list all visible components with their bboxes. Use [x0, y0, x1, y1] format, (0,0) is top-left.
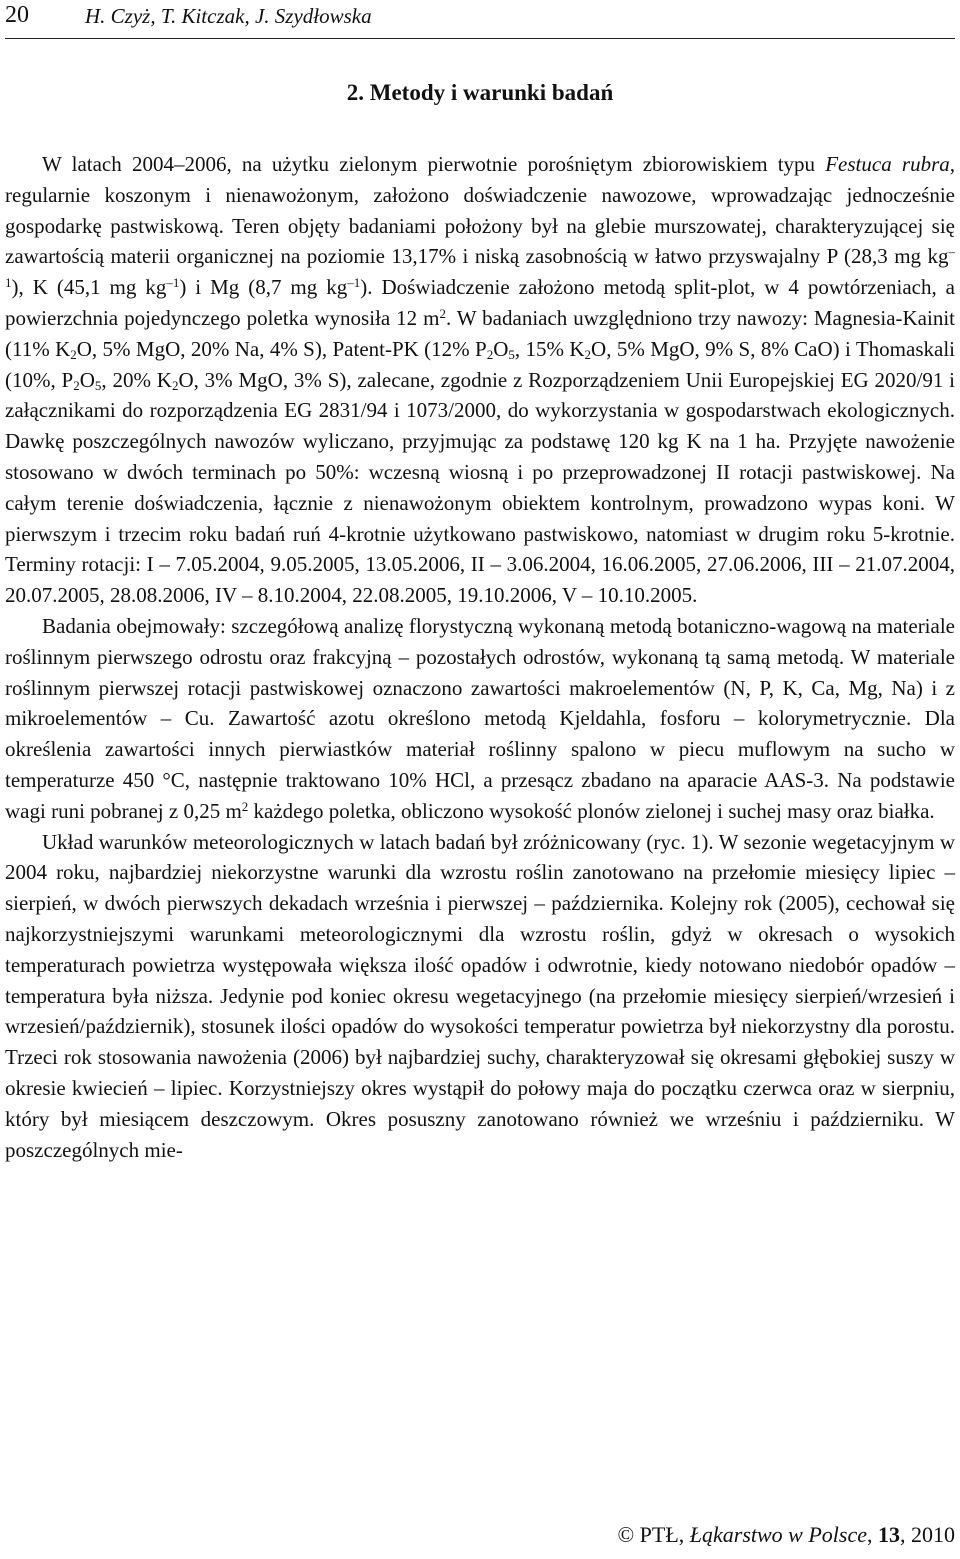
text-run: ), K (45,1 mg kg: [11, 275, 167, 300]
page-number: 20: [5, 2, 29, 28]
subscript: 2: [73, 377, 80, 393]
text-run: O: [493, 336, 509, 361]
page-footer: [617, 1522, 955, 1548]
subscript: 5: [508, 346, 515, 362]
text-run: O, 5% MgO, 9% S, 8% CaO) i Thomaskali (10%, P: [5, 336, 956, 392]
text-run: O: [79, 367, 95, 392]
journal-volume: 13: [878, 1522, 900, 1547]
species-name: Festuca rubra,: [825, 152, 955, 176]
text-run: każdego poletka, obliczono wysokość plonów zielonej i suchej masy oraz białka.: [248, 798, 935, 823]
text-run: , 15% K: [514, 336, 585, 361]
body-text: [5, 149, 955, 1165]
journal-name: Łąkarstwo w Polsce: [689, 1522, 867, 1547]
subscript: 2: [70, 346, 77, 362]
superscript: –1: [347, 275, 361, 291]
text-run: , 20% K: [101, 367, 172, 392]
paragraph-3: [5, 827, 955, 1166]
journal-year: , 2010: [900, 1522, 955, 1547]
subscript: 2: [171, 377, 179, 393]
text-run: . W badaniach uwzględniono trzy nawozy: Magnesia-Kainit (11% K: [5, 305, 955, 361]
superscript: –1: [166, 275, 180, 291]
subscript: 2: [486, 346, 494, 362]
text-run: W latach 2004–2006, na użytku zielonym pierwotnie porośniętym zbiorowiskiem typu: [42, 152, 826, 176]
text-run: regularnie koszonym i nienawożonym, założono doświadczenie nawozowe, wprowadzając jednocześnie gospodarkę pastwiskową. Teren objęty badaniami położony był na glebie murszowatej, charakteryzującej się zawartością materii organicznej na poziomie 13,17% i niską zasobnością w łatwo przyswajalny P (28,3 mg kg: [5, 182, 955, 269]
superscript: 2: [241, 798, 249, 814]
text-run: Badania obejmowały: szczegółową analizę florystyczną wykonaną metodą botaniczno-wagową na materiale roślinnym pierwszego odrostu oraz frakcyjną – pozostałych odrostów, wykonaną tą samą metodą. W materiale roślinnym pierwszej rotacji pastwiskowej oznaczono zawartości makroelementów (N, P, K, Ca, Mg, Na) i z mikroelementów – Cu. Zawartość azotu określono metodą Kjeldahla, fosforu – kolorymetrycznie. Dla określenia zawartości innych pierwiastków materiał roślinny spalono w piecu muflowym na sucho w temperaturze 450 °C, następnie traktowano 10% HCl, a przesącz zbadano na aparacie AAS-3. Na podstawie wagi runi pobranej z 0,25 m: [5, 613, 955, 823]
separator: ,: [867, 1522, 878, 1547]
text-run: O, 3% MgO, 3% S), zalecane, zgodnie z Rozporządzeniem Unii Europejskiej EG 2020/91 i załącznikami do rozporządzenia EG 2831/94 i 1073/2000, do wykorzystania w gospodarstwach ekologicznych. Dawkę poszczególnych nawozów wyliczano, przyjmując za podstawę 120 kg K na 1 ha. Przyjęte nawożenie stosowano w dwóch terminach po 50%: wczesną wiosną i po przeprowadzonej II rotacji pastwiskowej. Na całym terenie doświadczenia, łącznie z nienawożonym obiektem kontrolnym, prowadzono wypas koni. W pierwszym i trzecim roku badań ruń 4-krotnie użytkowano pastwiskowo, natomiast w drugim roku 5-krotnie. Terminy rotacji: I – 7.05.2004, 9.05.2005, 13.05.2006, II – 3.06.2004, 16.06.2005, 27.06.2006, III – 21.07.2004, 20.07.2005, 28.08.2006, IV – 8.10.2004, 22.08.2005, 19.10.2006, V – 10.10.2005.: [5, 367, 955, 608]
section-title: 2. Metody i warunki badań: [346, 80, 614, 105]
text-run: Układ warunków meteorologicznych w latach badań był zróżnicowany (ryc. 1). W sezonie wegetacyjnym w 2004 roku, najbardziej niekorzystne warunki dla wzrostu roślin zanotowano na przełomie miesięcy lipiec – sierpień, w dwóch pierwszych dekadach września i pierwszej – października. Kolejny rok (2005), cechował się najkorzystniejszymi warunkami meteorologicznymi dla wzrostu roślin, gdyż w okresach o wysokich temperaturach powietrza występowała większa ilość opadów i odwrotnie, kiedy notowano niedobór opadów – temperatura była niższa. Jedynie pod koniec okresu wegetacyjnego (na przełomie miesięcy sierpień/wrzesień i wrzesień/październik), stosunek ilości opadów do wysokości temperatur powietrza był niekorzystny dla porostu. Trzeci rok stosowania nawożenia (2006) był najbardziej suchy, charakteryzował się okresami głębokiej suszy w okresie kwiecień – lipiec. Korzystniejszy okres wystąpił do połowy maja do początku czerwca oraz w sierpniu, który był miesiącem deszczowym. Okres posuszny zanotowano również we wrześniu i październiku. W poszczególnych mie-: [5, 829, 955, 1162]
subscript: 2: [584, 346, 592, 362]
superscript: –1: [5, 244, 955, 291]
page-header: [5, 0, 955, 39]
subscript: 5: [94, 377, 102, 393]
copyright-text: © PTŁ,: [617, 1522, 690, 1547]
text-run: ) i Mg (8,7 mg kg: [179, 275, 348, 300]
text-run: O, 5% MgO, 20% Na, 4% S), Patent-PK (12% P: [76, 336, 487, 361]
paragraph-1: [5, 149, 955, 611]
running-head-authors: H. Czyż, T. Kitczak, J. Szydłowska: [85, 4, 372, 28]
paragraph-2: [5, 611, 955, 827]
superscript: 2: [439, 305, 446, 321]
text-run: ). Doświadczenie założono metodą split-plot, w 4 powtórzeniach, a powierzchnia pojedynczego poletka wynosiła 12 m: [5, 275, 955, 330]
